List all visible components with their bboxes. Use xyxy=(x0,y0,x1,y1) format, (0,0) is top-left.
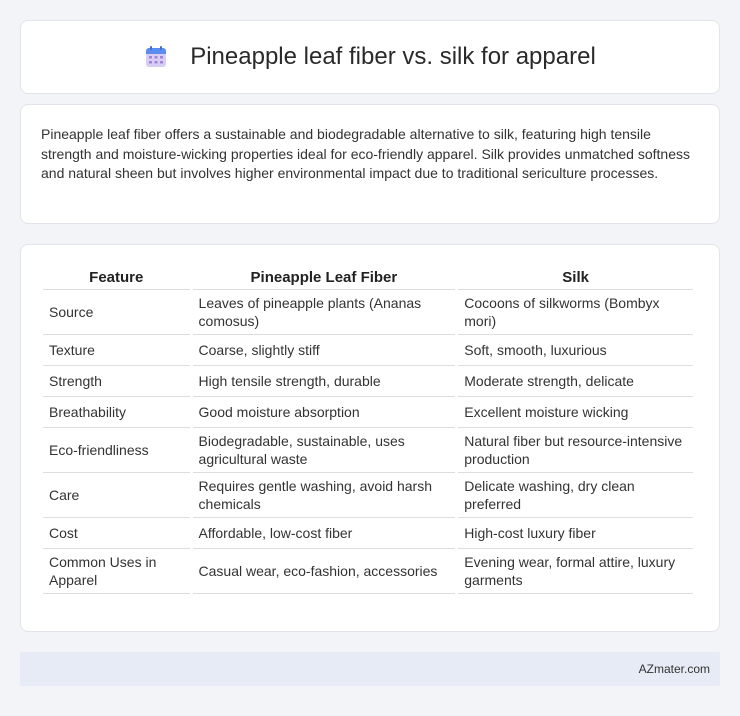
pineapple-cell: Leaves of pineapple plants (Ananas comosus) xyxy=(193,290,456,335)
silk-cell: Soft, smooth, luxurious xyxy=(458,335,693,366)
column-header-feature: Feature xyxy=(43,265,190,290)
silk-cell: Moderate strength, delicate xyxy=(458,366,693,397)
comparison-table xyxy=(40,265,696,594)
feature-cell: Source xyxy=(43,290,190,335)
feature-cell: Common Uses in Apparel xyxy=(43,549,190,594)
pineapple-cell: Requires gentle washing, avoid harsh chemicals xyxy=(193,473,456,518)
pineapple-cell: Affordable, low-cost fiber xyxy=(193,518,456,549)
table-row xyxy=(43,366,693,397)
summary-card xyxy=(20,104,720,224)
page-title: Pineapple leaf fiber vs. silk for apparel xyxy=(190,43,596,70)
summary-text: Pineapple leaf fiber offers a sustainable and biodegradable alternative to silk, featuring high tensile strength and moisture-wicking properties ideal for eco-friendly apparel. Silk provides unmatched softness and natural sheen but involves higher environmental impact due to traditional sericulture processes. xyxy=(41,126,690,181)
calendar-icon xyxy=(144,45,168,69)
column-header-silk: Silk xyxy=(458,265,693,290)
silk-cell: Evening wear, formal attire, luxury garments xyxy=(458,549,693,594)
pineapple-cell: Biodegradable, sustainable, uses agricultural waste xyxy=(193,428,456,473)
table-row xyxy=(43,428,693,473)
title-card xyxy=(20,20,720,94)
table-row xyxy=(43,473,693,518)
feature-cell: Eco-friendliness xyxy=(43,428,190,473)
comparison-table-card xyxy=(20,244,720,632)
feature-cell: Texture xyxy=(43,335,190,366)
silk-cell: Excellent moisture wicking xyxy=(458,397,693,428)
silk-cell: Natural fiber but resource-intensive production xyxy=(458,428,693,473)
silk-cell: Cocoons of silkworms (Bombyx mori) xyxy=(458,290,693,335)
feature-cell: Care xyxy=(43,473,190,518)
table-row xyxy=(43,290,693,335)
pineapple-cell: Casual wear, eco-fashion, accessories xyxy=(193,549,456,594)
feature-cell: Breathability xyxy=(43,397,190,428)
table-row xyxy=(43,518,693,549)
table-row xyxy=(43,397,693,428)
footer xyxy=(20,652,720,686)
pineapple-cell: Good moisture absorption xyxy=(193,397,456,428)
pineapple-cell: Coarse, slightly stiff xyxy=(193,335,456,366)
feature-cell: Cost xyxy=(43,518,190,549)
table-row xyxy=(43,335,693,366)
table-row xyxy=(43,549,693,594)
footer-brand[interactable]: AZmater.com xyxy=(638,662,710,676)
column-header-pineapple: Pineapple Leaf Fiber xyxy=(193,265,456,290)
pineapple-cell: High tensile strength, durable xyxy=(193,366,456,397)
table-header-row xyxy=(43,265,693,290)
silk-cell: Delicate washing, dry clean preferred xyxy=(458,473,693,518)
feature-cell: Strength xyxy=(43,366,190,397)
silk-cell: High-cost luxury fiber xyxy=(458,518,693,549)
